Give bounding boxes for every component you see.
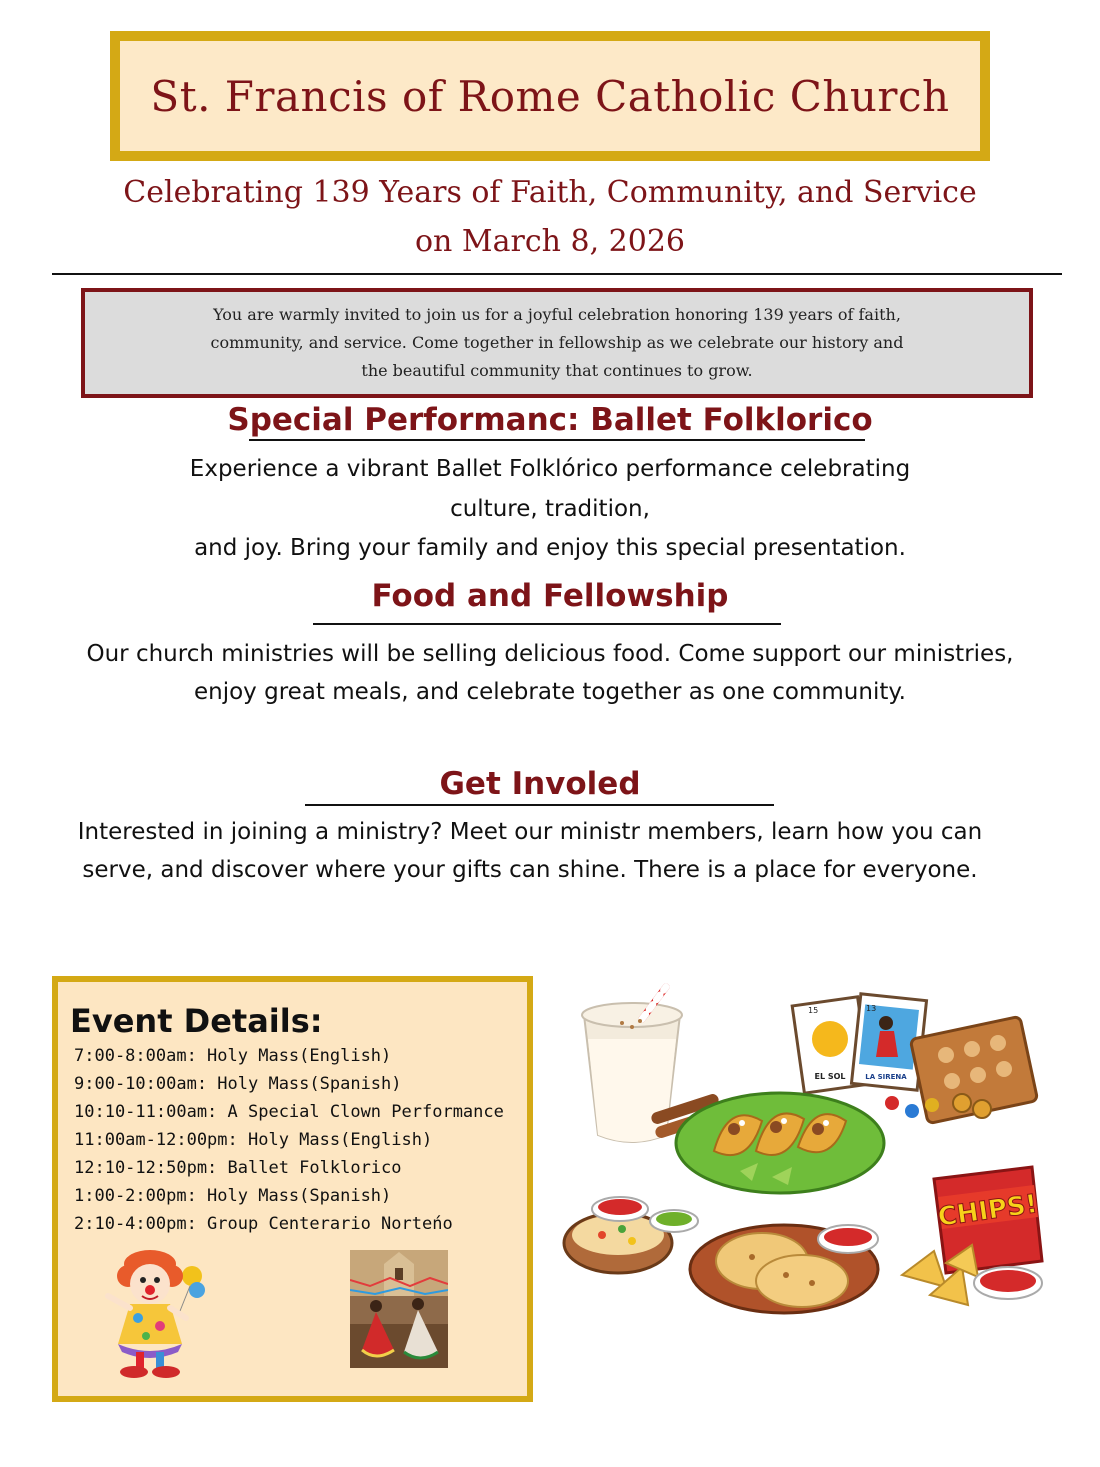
event-details-box xyxy=(52,976,533,1402)
header-divider xyxy=(52,273,1062,275)
performance-underline xyxy=(249,439,865,441)
gorditas-plate-icon xyxy=(690,1225,878,1313)
card-2-label: LA SIRENA xyxy=(865,1073,907,1081)
celebration-subtitle xyxy=(0,168,1100,266)
schedule-item: 10:10-11:00am: A Special Clown Performance xyxy=(74,1102,504,1122)
card-1-number: 15 xyxy=(808,1006,819,1015)
card-2-number: 13 xyxy=(866,1004,877,1013)
subtitle-line-2: on March 8, 2026 xyxy=(414,224,686,259)
schedule-item: 1:00-2:00pm: Holy Mass(Spanish) xyxy=(74,1186,392,1206)
food-line-2: enjoy great meals, and celebrate together as one community. xyxy=(193,678,906,705)
schedule-item: 2:10-4:00pm: Group Centerario Norteńo xyxy=(74,1214,453,1234)
invitation-text xyxy=(147,301,967,385)
chips-label: CHIPS! xyxy=(936,1189,1040,1233)
church-name: St. Francis of Rome Catholic Church xyxy=(150,71,950,121)
invitation-line-1: You are warmly invited to join us for a joyful celebration honoring 139 years of faith, xyxy=(213,305,901,324)
invitation-box xyxy=(81,288,1033,398)
schedule-item: 9:00-10:00am: Holy Mass(Spanish) xyxy=(74,1074,402,1094)
card-1-label: EL SOL xyxy=(814,1072,846,1081)
food-underline xyxy=(313,623,781,625)
schedule-item: 12:10-12:50pm: Ballet Folklorico xyxy=(74,1158,402,1178)
involved-underline xyxy=(305,804,774,806)
involved-text xyxy=(10,814,1050,889)
invitation-line-2: community, and service. Come together in fellowship as we celebrate our history and xyxy=(210,333,904,352)
tacos-plate-icon xyxy=(676,1093,884,1193)
performance-heading: Special Performanc: Ballet Folklorico xyxy=(227,402,873,438)
title-banner xyxy=(110,31,990,161)
chips-bag-icon xyxy=(902,1167,1042,1305)
schedule-item: 7:00-8:00am: Holy Mass(English) xyxy=(74,1046,392,1066)
subtitle-line-1: Celebrating 139 Years of Faith, Community, and Service xyxy=(123,175,977,210)
invitation-line-3: the beautiful community that continues to grow. xyxy=(361,361,753,380)
schedule-item: 11:00am-12:00pm: Holy Mass(English) xyxy=(74,1130,433,1150)
involved-line-1: Interested in joining a ministry? Meet our ministr members, learn how you can xyxy=(77,819,983,845)
performance-line-3: and joy. Bring your family and enjoy this special presentation. xyxy=(194,535,906,561)
loteria-cards-icon xyxy=(792,994,926,1093)
performance-line-2: culture, tradition, xyxy=(450,495,650,522)
food-line-1: Our church ministries will be selling delicious food. Come support our ministries, xyxy=(86,641,1014,667)
event-details-title: Event Details: xyxy=(70,1002,323,1040)
food-heading: Food and Fellowship xyxy=(371,578,729,614)
food-text xyxy=(30,636,1070,711)
performance-line-1: Experience a vibrant Ballet Folklórico performance celebrating xyxy=(189,456,911,482)
performance-text xyxy=(30,450,1070,569)
involved-heading: Get Involed xyxy=(439,766,641,802)
food-illustration xyxy=(562,983,1048,1325)
ballet-folklorico-photo xyxy=(350,1250,448,1368)
involved-line-2: serve, and discover where your gifts can shine. There is a place for everyone. xyxy=(82,856,978,883)
schedule-list xyxy=(74,1042,504,1238)
salsa-bowls-icon xyxy=(564,1197,698,1273)
clown-illustration xyxy=(100,1246,206,1382)
